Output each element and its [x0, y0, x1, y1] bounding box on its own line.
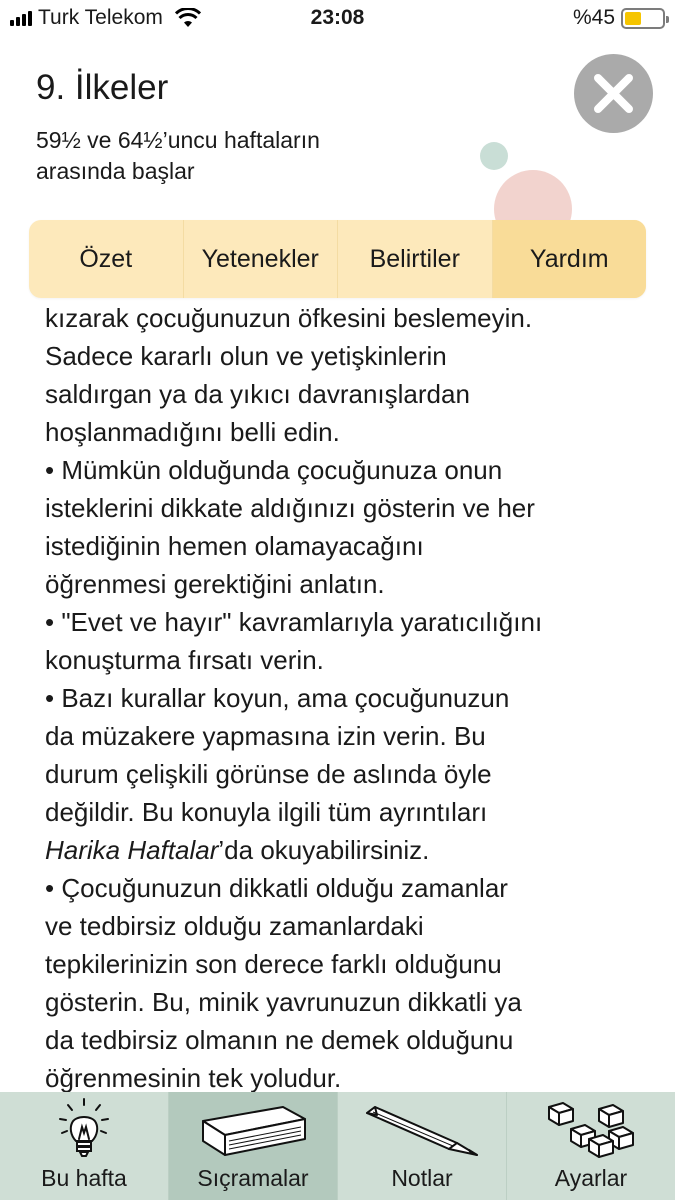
toolbar-ayarlar[interactable]	[507, 1092, 675, 1200]
tab-ozet[interactable]: Özet	[29, 220, 184, 298]
text-line: isteklerini dikkate aldığınızı gösterin ve her	[45, 493, 535, 523]
help-text	[45, 303, 543, 1092]
status-right	[573, 6, 665, 30]
toolbar-notlar[interactable]	[338, 1092, 507, 1200]
text-line: saldırgan ya da yıkıcı davranışlardan	[45, 379, 470, 409]
text-line: • Bazı kurallar koyun, ama çocuğunuzun	[45, 683, 510, 713]
text-line: durum çelişkili görünse de aslında öyle	[45, 759, 492, 789]
close-button[interactable]	[574, 54, 653, 133]
toolbar-label: Notlar	[391, 1165, 453, 1191]
carrier-name: Turk Telekom	[38, 6, 163, 29]
text-line: öğrenmesi gerektiğini anlatın.	[45, 569, 385, 599]
battery-icon	[621, 8, 665, 29]
text-line: öğrenmesinin tek yoludur.	[45, 1063, 342, 1092]
clipped-text-line: kızarak çocuğunuzun öfkesini beslemeyin.	[45, 303, 533, 333]
subtitle-line-1: 59½ ve 64½’uncu haftaların	[36, 127, 320, 153]
book-reference: Harika Haftalar	[45, 835, 219, 865]
close-x-icon	[574, 54, 653, 133]
battery-percent: %45	[572, 6, 615, 29]
tab-belirtiler[interactable]: Belirtiler	[338, 220, 493, 298]
text-line: • "Evet ve hayır" kavramlarıyla yaratıcılığını	[45, 607, 543, 637]
reference-suffix: ’da okuyabilirsiniz.	[218, 835, 430, 865]
book-icon	[195, 1103, 311, 1159]
toolbar-label: Sıçramalar	[197, 1165, 309, 1191]
bottom-toolbar	[0, 1092, 675, 1200]
tab-yardim[interactable]: Yardım	[493, 220, 647, 298]
clock: 23:08	[310, 6, 365, 29]
text-line: da tedbirsiz olmanın ne demek olduğunu	[45, 1025, 514, 1055]
tab-yetenekler[interactable]: Yetenekler	[184, 220, 339, 298]
section-tabs	[29, 220, 646, 298]
text-line: istediğinin hemen olamayacağını	[45, 531, 424, 561]
text-line: Sadece kararlı olun ve yetişkinlerin	[45, 341, 447, 371]
toolbar-bu-hafta[interactable]	[0, 1092, 169, 1200]
page-title: 9. İlkeler	[36, 68, 169, 107]
toolbar-label: Bu hafta	[41, 1165, 127, 1191]
toolbar-sicramalar[interactable]	[169, 1092, 338, 1200]
blocks-icon	[543, 1099, 639, 1159]
decorative-circle-green	[480, 142, 508, 170]
text-line: konuşturma fırsatı verin.	[45, 645, 324, 675]
text-line: gösterin. Bu, minik yavrunuzun dikkatli ya	[45, 987, 522, 1017]
lightbulb-icon	[54, 1097, 114, 1159]
content-scroll-area[interactable]	[45, 298, 645, 1092]
text-line: hoşlanmadığını belli edin.	[45, 417, 340, 447]
subtitle-line-2: arasında başlar	[36, 158, 195, 184]
page-subtitle	[36, 125, 416, 187]
text-line: ve tedbirsiz olduğu zamanlardaki	[45, 911, 424, 941]
toolbar-label: Ayarlar	[554, 1165, 628, 1191]
battery-fill	[625, 12, 641, 25]
pencil-icon	[361, 1103, 483, 1159]
status-bar	[0, 0, 675, 38]
text-line: • Mümkün olduğunda çocuğunuza onun	[45, 455, 503, 485]
text-line: değildir. Bu konuyla ilgili tüm ayrıntıları	[45, 797, 488, 827]
text-line: da müzakere yapmasına izin verin. Bu	[45, 721, 486, 751]
text-line: tepkilerinizin son derece farklı olduğunu	[45, 949, 502, 979]
text-line: • Çocuğunuzun dikkatli olduğu zamanlar	[45, 873, 508, 903]
text-line-with-reference	[45, 831, 542, 869]
